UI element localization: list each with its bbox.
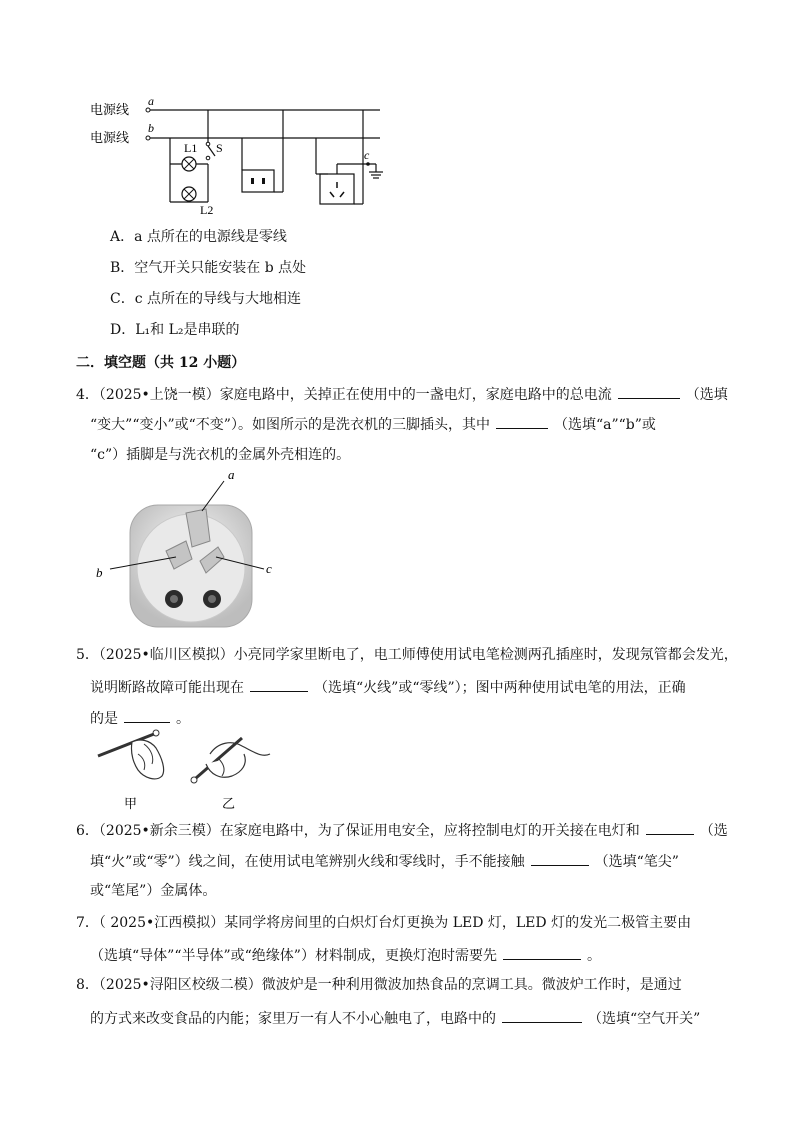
q3-option-a: A．a 点所在的电源线是零线 — [110, 229, 287, 245]
q3-option-d: D．L₁和 L₂是串联的 — [110, 322, 240, 338]
three-pin-plug-figure — [92, 465, 292, 630]
q4-line-1: 4．（2025•上饶一模）家庭电路中，关掉正在使用中的一盏电灯，家庭电路中的总电流 （选填 — [76, 384, 716, 404]
ground-icon — [369, 164, 383, 178]
q6-line-3: 或“笔尾”）金属体。 — [90, 883, 217, 899]
q5-blank-2[interactable] — [124, 708, 170, 723]
lamp-l1-icon — [182, 157, 196, 171]
q7-blank-1[interactable] — [503, 945, 581, 960]
q7-line-1: 7．（ 2025•江西模拟）某同学将房间里的白炽灯台灯更换为 LED 灯，LED 灯的发光二极管主要由 — [76, 915, 692, 931]
q8-blank-1[interactable] — [502, 1008, 582, 1023]
q4-line-2: “变大”“变小”或“不变”）。如图所示的是洗衣机的三脚插头，其中 （选填“a”“b”或 — [90, 414, 730, 434]
q3-option-b: B．空气开关只能安装在 b 点处 — [110, 260, 307, 276]
plug-label-b: b — [96, 565, 103, 580]
wire-label-b: 电源线 — [90, 130, 130, 145]
test-pen-figure — [92, 728, 292, 812]
q6-line-1: 6．（2025•新余三模）在家庭电路中，为了保证用电安全，应将控制电灯的开关接在电灯和 （选 — [76, 820, 716, 840]
test-pen-label-yi: 乙 — [222, 796, 236, 811]
q7-line-2: （选填“导体”“半导体”或“绝缘体”）材料制成，更换灯泡时需要先 。 — [90, 945, 730, 965]
q5-line-1: 5．（2025•临川区模拟）小亮同学家里断电了，电工师傅使用试电笔检测两孔插座时，发现氖管都会发光， — [76, 647, 738, 663]
plug-label-a: a — [228, 467, 235, 482]
q4-blank-2[interactable] — [496, 414, 548, 429]
q4-line-3: “c”）插脚是与洗衣机的金属外壳相连的。 — [90, 447, 351, 463]
q5-line-2: 说明断路故障可能出现在 （选填“火线”或“零线”）；图中两种使用试电笔的用法，正确 — [90, 677, 730, 697]
plug-label-c: c — [266, 561, 272, 576]
switch-label: S — [216, 141, 223, 155]
point-a-label: a — [148, 94, 154, 108]
section-title: 二．填空题（共 12 小题） — [76, 355, 246, 371]
test-pen-yi-icon — [191, 738, 270, 783]
wire-label-a: 电源线 — [90, 102, 130, 117]
q8-line-1: 8．（2025•浔阳区校级二模）微波炉是一种利用微波加热食品的烹调工具。微波炉工作时，是通过 — [76, 977, 682, 993]
q5-blank-1[interactable] — [250, 677, 308, 692]
q6-line-2: 填“火”或“零”）线之间，在使用试电笔辨别火线和零线时，手不能接触 （选填“笔尖” — [90, 851, 730, 871]
test-pen-jia-icon — [98, 730, 164, 779]
switch-icon — [206, 142, 215, 160]
q6-blank-1[interactable] — [646, 820, 694, 835]
test-pen-label-jia: 甲 — [124, 796, 138, 811]
lamp-l2-label: L2 — [200, 203, 214, 217]
lamp-l1-label: L1 — [184, 141, 198, 155]
three-hole-socket-icon — [320, 174, 354, 204]
point-c-label: c — [364, 148, 370, 162]
point-b-label: b — [148, 121, 154, 135]
lamp-l2-icon — [182, 187, 196, 201]
q3-option-c: C．c 点所在的导线与大地相连 — [110, 291, 302, 307]
q8-line-2: 的方式来改变食品的内能；家里万一有人不小心触电了，电路中的 （选填“空气开关” — [90, 1008, 730, 1028]
q5-line-3: 的是 。 — [90, 708, 730, 728]
two-hole-socket-icon — [242, 170, 274, 192]
circuit-diagram — [88, 92, 398, 220]
q6-blank-2[interactable] — [531, 851, 589, 866]
q4-blank-1[interactable] — [618, 384, 680, 399]
